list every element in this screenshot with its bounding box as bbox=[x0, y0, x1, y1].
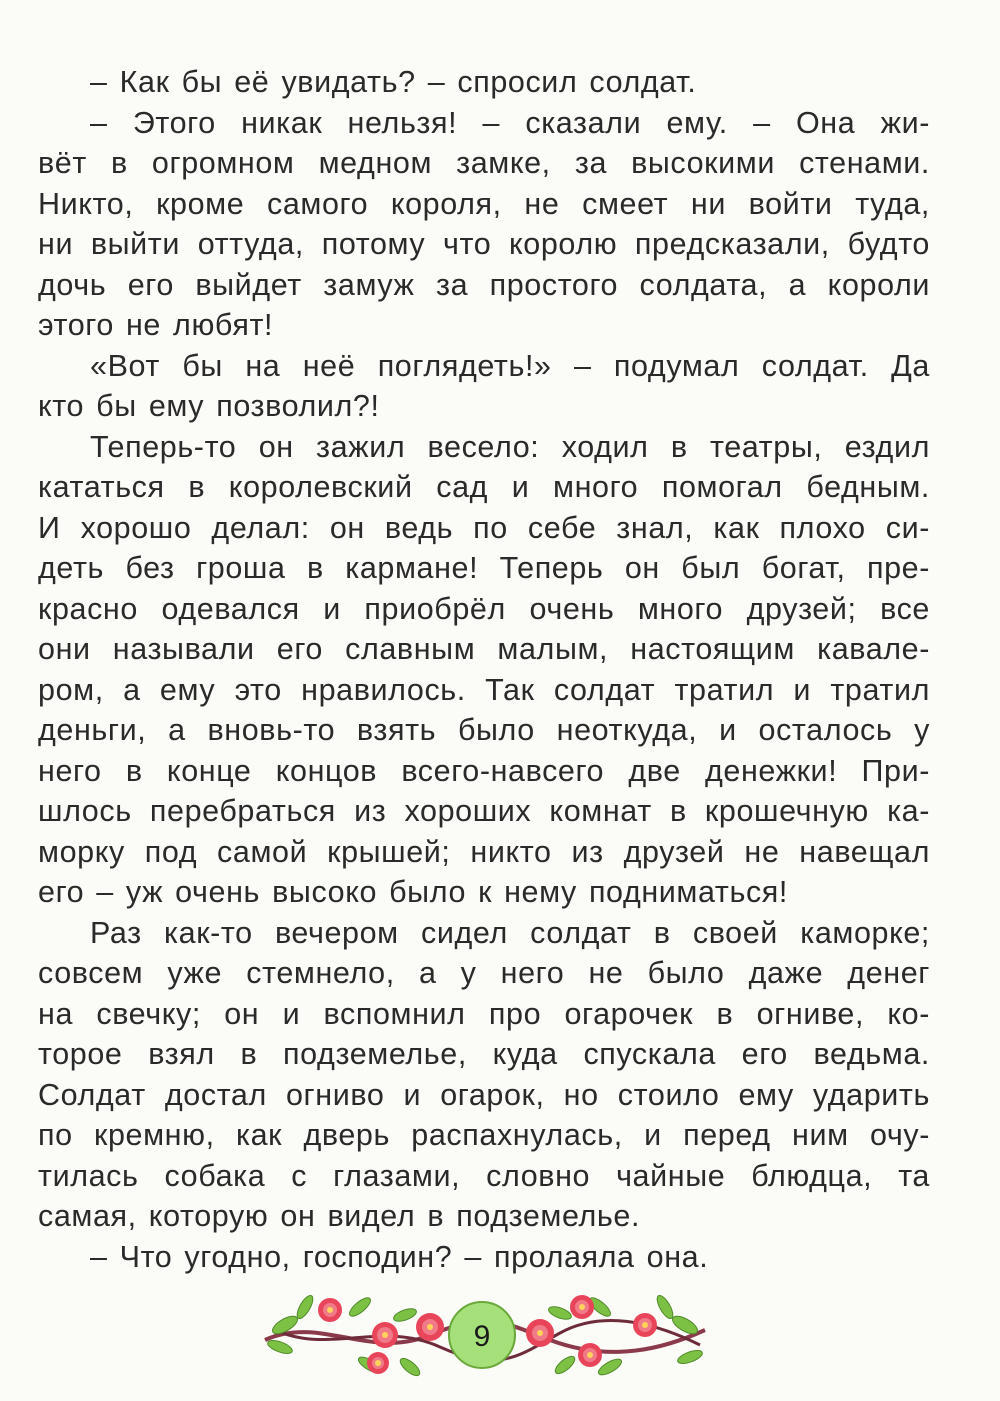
text-line: они называли его славным малым, настоящим кавале- bbox=[38, 632, 930, 666]
text-line: ни выйти оттуда, потому что королю предсказали, будто bbox=[38, 227, 930, 261]
paragraph bbox=[38, 62, 930, 103]
text-line: морку под самой крышей; никто из друзей не навещал bbox=[38, 834, 930, 869]
text-line: шлось перебраться из хороших комнат в крошечную ка- bbox=[38, 794, 930, 828]
text-line: – Что угодно, господин? – пролаяла она. bbox=[90, 1239, 709, 1274]
text-line: совсем уже стемнело, а у него не было даже денег bbox=[38, 956, 930, 990]
paragraph bbox=[38, 913, 930, 1237]
text-line: деньги, а вновь-то взять было неоткуда, и осталось у bbox=[38, 713, 930, 747]
paragraph bbox=[38, 1237, 930, 1278]
text-line: торое взял в подземелье, куда спускала его ведьма. bbox=[38, 1037, 930, 1071]
text-line: его – уж очень высоко было к нему подниматься! bbox=[38, 875, 788, 909]
text-line: тилась собака с глазами, словно чайные блюдца, та bbox=[38, 1158, 930, 1193]
story-text bbox=[38, 62, 930, 1277]
text-line: Солдат достал огниво и огарок, но стоило ему ударить bbox=[38, 1077, 930, 1112]
text-line: вёт в огромном медном замке, за высокими стенами. bbox=[38, 146, 930, 180]
text-line: Раз как-то вечером сидел солдат в своей каморке; bbox=[90, 915, 930, 950]
text-line: красно одевался и приобрёл очень много друзей; все bbox=[38, 591, 930, 626]
text-line: Теперь-то он зажил весело: ходил в театры, ездил bbox=[90, 429, 930, 464]
floral-vine-ornament-icon bbox=[260, 1285, 710, 1385]
text-line: – Как бы её увидать? – спросил солдат. bbox=[90, 65, 697, 99]
text-line: Никто, кроме самого короля, не смеет ни войти туда, bbox=[38, 186, 930, 221]
text-line: деть без гроша в кармане! Теперь он был богат, пре- bbox=[38, 551, 930, 585]
text-line: И хорошо делал: он ведь по себе знал, как плохо си- bbox=[38, 510, 930, 545]
text-line: него в конце концов всего-навсего две денежки! При- bbox=[38, 753, 930, 788]
text-line: по кремню, как дверь распахнулась, и перед ним очу- bbox=[38, 1118, 930, 1152]
text-line: ром, а ему это нравилось. Так солдат тратил и тратил bbox=[38, 672, 930, 707]
text-line: кататься в королевский сад и много помогал бедным. bbox=[38, 470, 930, 504]
text-line: самая, которую он видел в подземелье. bbox=[38, 1199, 641, 1233]
paragraph bbox=[38, 346, 930, 427]
text-line: этого не любят! bbox=[38, 308, 274, 342]
text-line: дочь его выйдет замуж за простого солдата, а короли bbox=[38, 267, 930, 302]
text-line: кто бы ему позволил?! bbox=[38, 389, 380, 423]
paragraph bbox=[38, 427, 930, 913]
text-line: «Вот бы на неё поглядеть!» – подумал солдат. Да bbox=[90, 348, 930, 383]
paragraph bbox=[38, 103, 930, 346]
text-line: на свечку; он и вспомнил про огарочек в огниве, ко- bbox=[38, 996, 930, 1031]
text-line: – Этого никак нельзя! – сказали ему. – Она жи- bbox=[90, 105, 930, 140]
page-number: 9 bbox=[473, 1320, 491, 1353]
